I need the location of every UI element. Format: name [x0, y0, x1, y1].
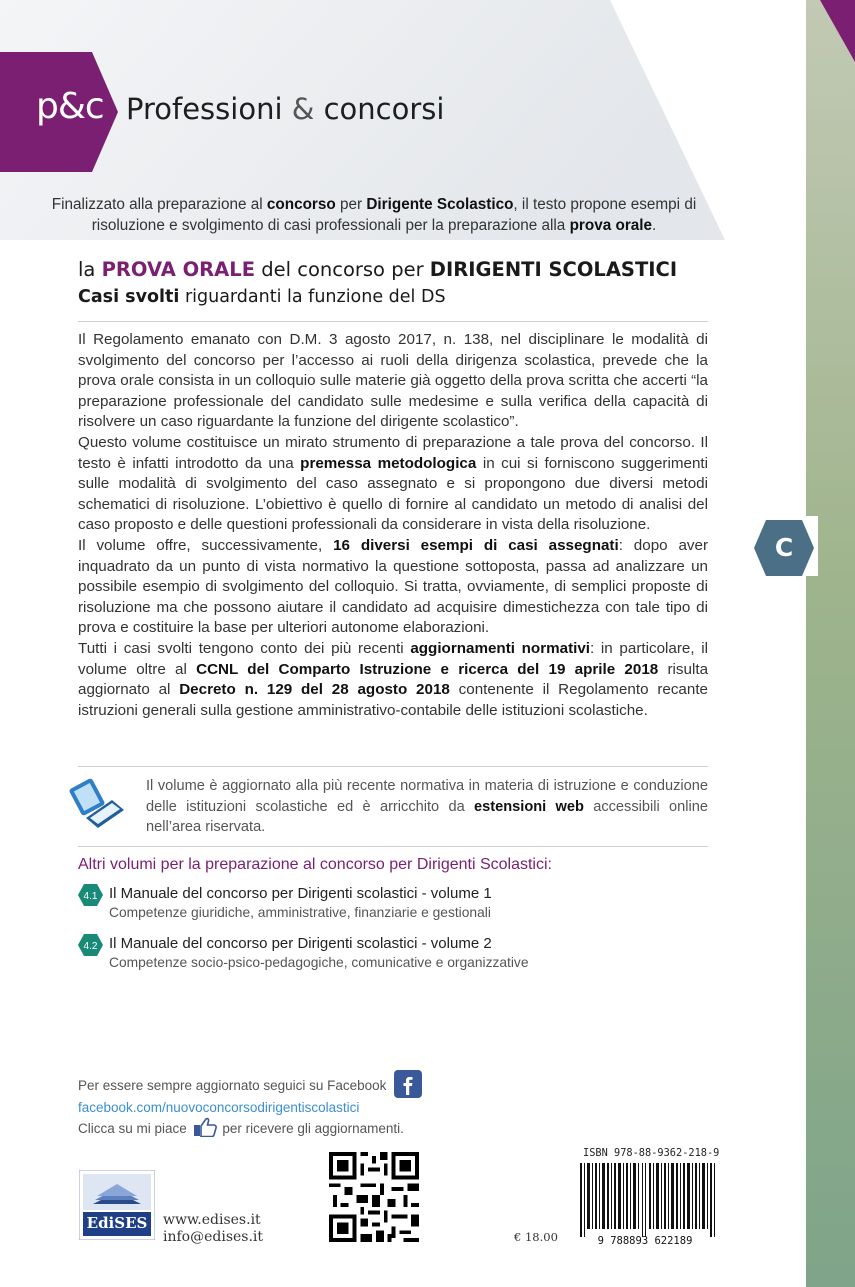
- volume-title-2: Il Manuale del concorso per Dirigenti scolastici - volume 2: [109, 935, 492, 952]
- barcode: [566, 1147, 724, 1247]
- other-volumes-heading: Altri volumi per la preparazione al concorso per Dirigenti Scolastici:: [78, 856, 552, 873]
- volume-badge-1: [78, 884, 103, 906]
- svg-text:9 788893 622189: 9 788893 622189: [597, 1235, 693, 1247]
- series-title: Professioni & concorsi: [126, 92, 445, 126]
- thumbs-up-icon[interactable]: [193, 1117, 217, 1137]
- divider: [78, 766, 708, 767]
- laptop-icon: [68, 778, 128, 830]
- qr-code[interactable]: [324, 1148, 424, 1246]
- volume-badge-2: [78, 934, 103, 956]
- divider: [78, 321, 708, 322]
- volume-subtitle-1: Competenze giuridiche, amministrative, finanziarie e gestionali: [109, 905, 491, 920]
- paragraph-2: Questo volume costituisce un mirato strumento di preparazione a tale prova del concorso. Il testo è infatti introdotto da una premessa metodologica in cui si forniscono suggerimenti sulle modalità di svolgimento del caso assegnato e si propongono due diversi metodi schematici di risoluzione. L’obiettivo è quello di fornire al candidato un metodo di analisi del caso proposto e delle questioni professionali da considerare in vista della risoluzione.: [78, 433, 709, 534]
- volume-subtitle-2: Competenze socio-psico-pedagogiche, comunicative e organizzative: [109, 955, 529, 970]
- isbn: ISBN 978-88-9362-218-9: [583, 1147, 720, 1159]
- price: € 18.00: [514, 1230, 558, 1244]
- paragraph-1: Il Regolamento emanato con D.M. 3 agosto 2017, n. 138, nel disciplinare le modalità di svolgimento del concorso per l’accesso ai ruoli della dirigenza scolastica, prevede che la prova orale consista in un colloquio sulle materie già oggetto della prova scritta che accerti “la preparazione professionale del candidato sulle medesime e sulla verifica della capacità di risolvere un caso riguardante la funzione del dirigente scolastico”.: [78, 331, 708, 431]
- svg-text:4.2: 4.2: [83, 941, 98, 952]
- publisher-contacts: [163, 1212, 263, 1246]
- spine-letter: C: [774, 533, 794, 562]
- facebook-prompt: Per essere sempre aggiornato seguici su Facebook: [78, 1078, 387, 1093]
- volume-title-1: Il Manuale del concorso per Dirigenti scolastici - volume 1: [109, 885, 492, 902]
- paragraph-4: Tutti i casi svolti tengono conto dei più recenti aggiornamenti normativi: in particolare, il volume oltre al CCNL del Comparto Istruzione e ricerca del 19 aprile 2018 risulta aggiornato al Decreto n. 129 del 28 agosto 2018 contenente il Regolamento recante istruzioni generali sulla gestione amministrativo-contabile delle istituzioni scolastiche.: [78, 639, 709, 719]
- edises-logo: EdiSES: [79, 1170, 155, 1240]
- divider: [78, 846, 708, 847]
- svg-text:4.1: 4.1: [83, 891, 98, 902]
- social-block: Per essere sempre aggiornato seguici su Facebook facebook.com/nuovoconcorsodirigentiscolastici Clicca su mi piace per ricevere gli aggiornamenti.: [78, 1070, 422, 1138]
- publisher-logo: p&c: [36, 86, 104, 127]
- web-extensions-note: Il volume è aggiornato alla più recente normativa in materia di istruzione e conduzione delle istituzioni scolastiche ed è arricchito da estensioni web accessibili online nell’area riservata.: [146, 778, 708, 835]
- subtitle: Casi svolti riguardanti la funzione del DS: [78, 287, 446, 307]
- facebook-link[interactable]: facebook.com/nuovoconcorsodirigentiscolastici: [78, 1100, 360, 1115]
- intro-text: Finalizzato alla preparazione al concorso per Dirigente Scolastico, il testo propone esempi di risoluzione e svolgimento di casi professionali per la preparazione alla prova orale.: [51, 196, 697, 234]
- main-title: la PROVA ORALE del concorso per DIRIGENTI SCOLASTICI: [78, 258, 678, 281]
- email-link[interactable]: info@edises.it: [163, 1229, 264, 1245]
- facebook-icon[interactable]: [394, 1070, 422, 1098]
- paragraph-3: Il volume offre, successivamente, 16 diversi esempi di casi assegnati: dopo aver inquadrato da un punto di vista normativo la questione sottoposta, passa ad analizzare un possibile esempio di svolgimento del colloquio. Si tratta, ovviamente, di semplici proposte di risoluzione ma che possono aiutare il candidato ad acquisire dimestichezza con tale tipo di prova e costituire la base per ulteriori autonome elaborazioni.: [78, 536, 708, 637]
- website-link[interactable]: www.edises.it: [163, 1212, 261, 1228]
- description-body: [78, 330, 708, 721]
